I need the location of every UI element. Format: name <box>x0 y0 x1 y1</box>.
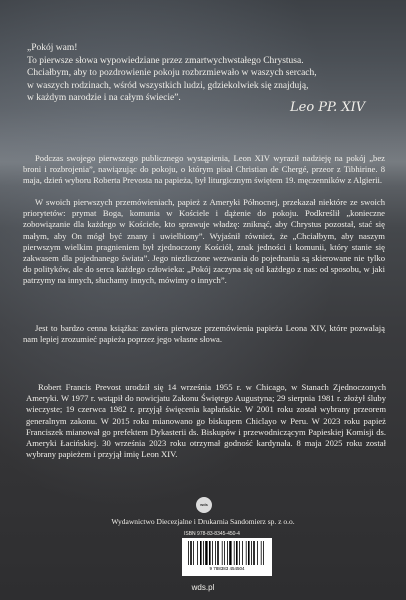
wds-logo-icon <box>196 497 212 513</box>
body-paragraph-1: Podczas swojego pierwszego publicznego wystąpienia, Leon XIV wyraził nadzieję na pokój „bez broni i rozbrojenia”, nawiązując do pokoju, o którym pisał Christian de Chergé, przeor z Tibhirine. 8 maja, dzień wyboru Roberta Prevosta na papieża, był liturgicznym świętem 19. męczenników z Algierii. <box>23 153 385 186</box>
body-paragraph-2: W swoich pierwszych przemówieniach, papież z Ameryki Północnej, przekazał niektóre ze swoich priorytetów: prymat Boga, komunia w Kościele i dążenie do pokoju. Podkreślił „konieczne zobowiązanie dla każdego w Kościele, kto sprawuje władzę: zniknąć, aby Chrystus pozostał, stać się małym, aby On mógł być znany i uwielbiony”. Wyjaśnił również, że „Chciałbym, aby naszym pierwszym wielkim pragnieniem był zjednoczony Kościół, znak jedności i komunii, który stanie się zakwasem dla pojednanego świata”. Jego niezliczone wezwania do pojednania są skierowane nie tylko do polityków, ale do serca każdego człowieka: „Pokój zaczyna się od każdego z nas: od sposobu, w jaki patrzymy na innych, słuchamy innych, mówimy o innych”. <box>23 197 385 286</box>
isbn-label: ISBN 978-83-8345-450-4 <box>184 531 240 537</box>
website-url: wds.pl <box>191 583 215 592</box>
quote-line: w waszych rodzinach, wśród wszystkich ludzi, gdziekolwiek się znajdują, <box>27 80 309 91</box>
quote-line: To pierwsze słowa wypowiedziane przez zmartwychwstałego Chrystusa. <box>27 55 304 66</box>
quote-line: Chciałbym, aby to pozdrowienie pokoju rozbrzmiewało w waszych sercach, <box>27 68 317 79</box>
author-bio: Robert Francis Prevost urodził się 14 września 1955 r. w Chicago, w Stanach Zjednoczonych Ameryki. W 1977 r. wstąpił do nowicjatu Zakonu Świętego Augustyna; 29 sierpnia 1981 r. złożył śluby wieczyste; 19 czerwca 1982 r. przyjął święcenia kapłańskie. W 2001 roku został wybrany przeorem generalnym zakonu. W 2015 roku mianowano go biskupem Chiclayo w Peru. W 2023 roku papież Franciszek mianował go prefektem Dykasterii ds. Biskupów i przewodniczącym Papieskiej Komisji ds. Ameryki Łacińskiej. 30 września 2023 roku otrzymał godność kardynała. 8 maja 2025 roku został wybrany papieżem i przyjął imię Leon XIV. <box>26 382 386 460</box>
barcode-digits: 9 788383 454504 <box>209 566 245 571</box>
publisher-name: Wydawnictwo Diecezjalne i Drukarnia Sandomierz sp. z o.o. <box>111 517 295 526</box>
quote-line: w każdym narodzie i na całym świecie”. <box>27 93 181 104</box>
papal-signature <box>288 93 388 119</box>
svg-text:Leo PP. XIV: Leo PP. XIV <box>290 100 366 115</box>
quote-line: „Pokój wam! <box>27 43 78 53</box>
body-paragraph-3: Jest to bardzo cenna książka: zawiera pierwsze przemówienia papieża Leona XIV, które pozwalają nam lepiej zrozumieć papieża poprzez jego własne słowa. <box>23 323 385 345</box>
logo-text: wds <box>200 502 208 507</box>
